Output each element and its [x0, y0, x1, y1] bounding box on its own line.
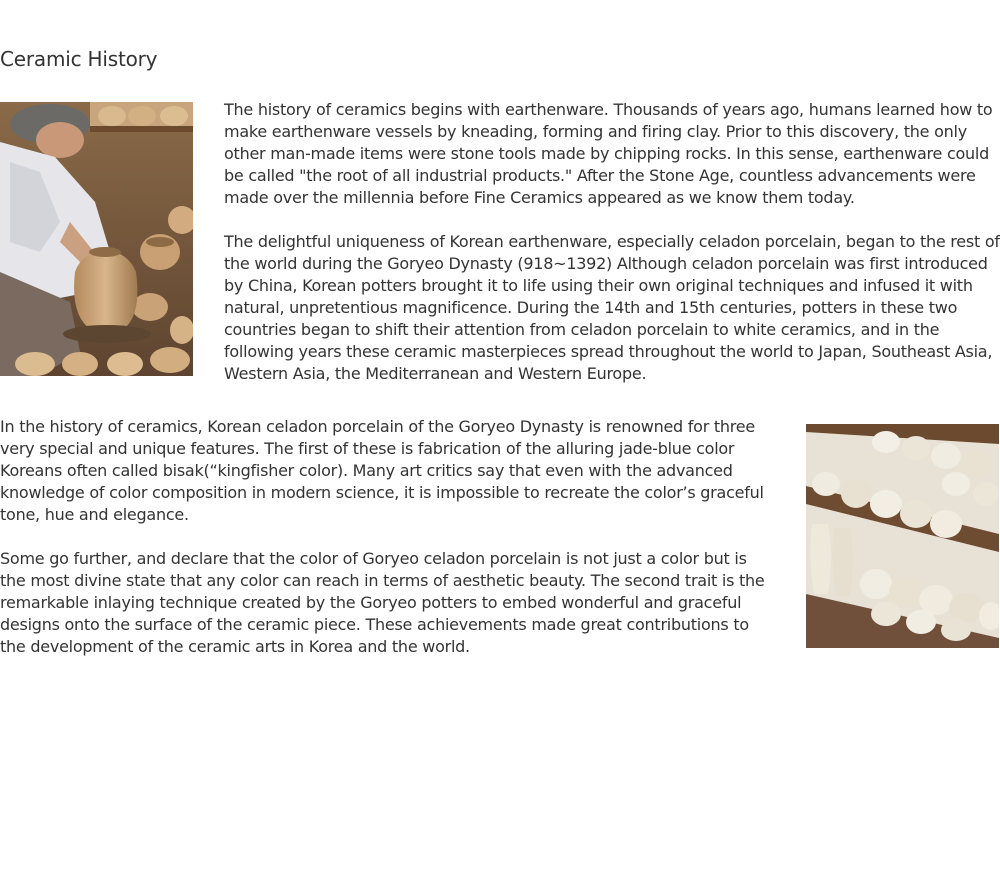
goryeo-paragraph: The delightful uniqueness of Korean earthenware, especially celadon porcelain, began to the rest of the world during the Goryeo Dynasty (918~1392) Although celadon porcelain was first introduced by China, Korean potters brought it to life using their own original techniques and infused it with natural, unpretentious magnificence. During the 14th and 15th centuries, potters in these two countries began to shift their attention from celadon porcelain to white ceramics, and in the following years these ceramic masterpieces spread throughout the world to Japan, Southeast Asia, Western Asia, the Mediterranean and Western Europe. [224, 232, 1000, 383]
celadon-features-paragraph: In the history of ceramics, Korean celadon porcelain of the Goryeo Dynasty is renowned for three very special and unique features. The first of these is fabrication of the alluring jade-blue color Koreans often called bisak(“kingfisher color). Many art critics say that even with the advanced knowledge of color composition in modern science, it is impossible to recreate the color’s graceful tone, hue and elegance. [0, 417, 764, 524]
celadon-color-paragraph: Some go further, and declare that the color of Goryeo celadon porcelain is not just a color but is the most divine state that any color can reach in terms of aesthetic beauty. The second trait is the remarkable inlaying technique created by the Goryeo potters to embed wonderful and graceful designs onto the surface of the ceramic piece. These achievements made great contributions to the development of the ceramic arts in Korea and the world. [0, 549, 765, 656]
page-title: Ceramic History [0, 47, 158, 71]
celadon-text [0, 416, 775, 658]
pottery-shelves-photo [806, 424, 999, 648]
intro-text [224, 99, 1000, 385]
potter-photo [0, 102, 193, 376]
intro-paragraph: The history of ceramics begins with earthenware. Thousands of years ago, humans learned how to make earthenware vessels by kneading, forming and firing clay. Prior to this discovery, the only other man-made items were stone tools made by chipping rocks. In this sense, earthenware could be called "the root of all industrial products." After the Stone Age, countless advancements were made over the millennia before Fine Ceramics appeared as we know them today. [224, 100, 993, 207]
